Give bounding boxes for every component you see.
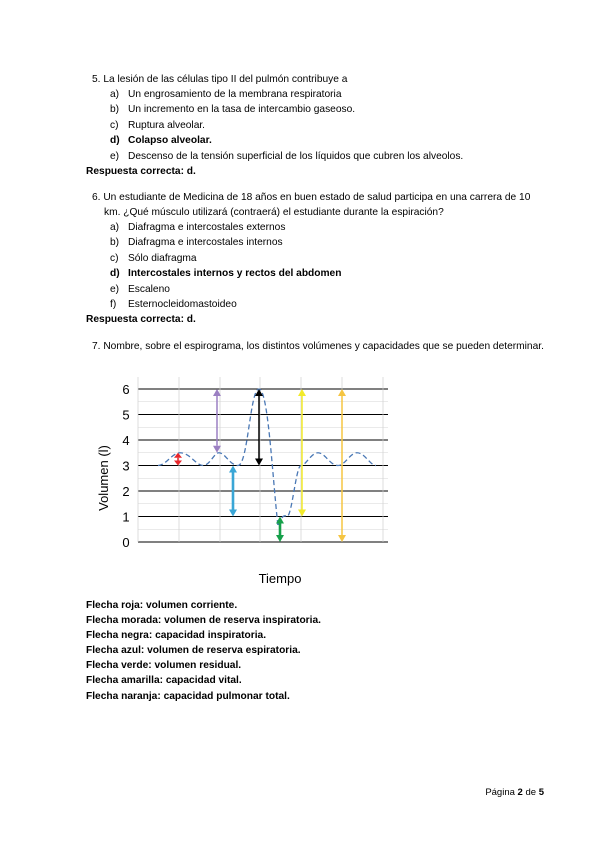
option-a: a) Un engrosamiento de la membrana respiratoria [110, 89, 342, 100]
y-tick-label: 2 [122, 484, 130, 499]
arrow-azul [229, 466, 237, 517]
option-d: d) Colapso alveolar. [110, 135, 212, 147]
question-6-answer: Respuesta correcta: d. [86, 314, 196, 326]
arrow-verde [276, 517, 284, 543]
y-tick-label: 5 [122, 407, 130, 423]
question-5 [86, 72, 546, 179]
y-axis-label: Volumen (l) [96, 445, 111, 511]
question-5-title: 5. La lesión de las células tipo II del pulmón contribuye a [92, 74, 348, 85]
legend-red: Flecha roja: volumen corriente. [86, 600, 238, 611]
arrow-legend [86, 598, 486, 704]
option-a: a) Diafragma e intercostales externos [110, 222, 286, 233]
page-footer: Página 2 de 5 [485, 787, 544, 798]
legend-black: Flecha negra: capacidad inspiratoria. [86, 630, 267, 642]
y-tick-label: 4 [122, 433, 130, 448]
legend-yellow: Flecha amarilla: capacidad vital. [86, 675, 242, 687]
question-5-answer: Respuesta correcta: d. [86, 166, 196, 178]
arrow-negra [255, 389, 263, 466]
y-tick-label: 3 [122, 458, 130, 474]
question-5-options [86, 87, 546, 164]
legend-blue: Flecha azul: volumen de reserva espiratoria. [86, 645, 301, 657]
arrow-morada [213, 389, 221, 453]
y-tick-label: 0 [122, 535, 130, 550]
option-b: b) Un incremento en la tasa de intercambio gaseoso. [110, 104, 356, 116]
spirogram-curve [158, 389, 376, 527]
option-b: b) Diafragma e intercostales internos [110, 237, 283, 249]
option-e: e) Descenso de la tensión superficial de los líquidos que cubren los alveolos. [110, 150, 464, 162]
question-7-title: 7. Nombre, sobre el espirograma, los distintos volúmenes y capacidades que se pueden determinar. [92, 341, 544, 352]
legend-green: Flecha verde: volumen residual. [86, 660, 242, 672]
option-c: c) Sólo diafragma [110, 252, 197, 264]
legend-orange: Flecha naranja: capacidad pulmonar total. [86, 690, 290, 702]
option-e: e) Escaleno [110, 283, 170, 295]
y-tick-label: 1 [122, 509, 130, 525]
legend-purple: Flecha morada: volumen de reserva inspiratoria. [86, 615, 321, 627]
y-tick-label: 6 [122, 382, 130, 397]
question-7 [86, 339, 546, 354]
option-d: d) Intercostales internos y rectos del abdomen [110, 268, 342, 280]
arrow-amarilla [298, 389, 306, 517]
arrow-roja [174, 453, 182, 466]
option-f: f) Esternocleidomastoideo [110, 299, 237, 311]
arrow-naranja [338, 389, 346, 542]
option-c: c) Ruptura alveolar. [110, 119, 206, 131]
question-6-title: 6. Un estudiante de Medicina de 18 años en buen estado de salud participa en una carrera de 10 km. ¿Qué músculo utilizará (contraerá) el estudiante durante la espiración? [92, 192, 531, 218]
x-axis-label: Tiempo [258, 571, 302, 586]
question-6 [86, 190, 546, 327]
question-6-options [86, 220, 546, 312]
